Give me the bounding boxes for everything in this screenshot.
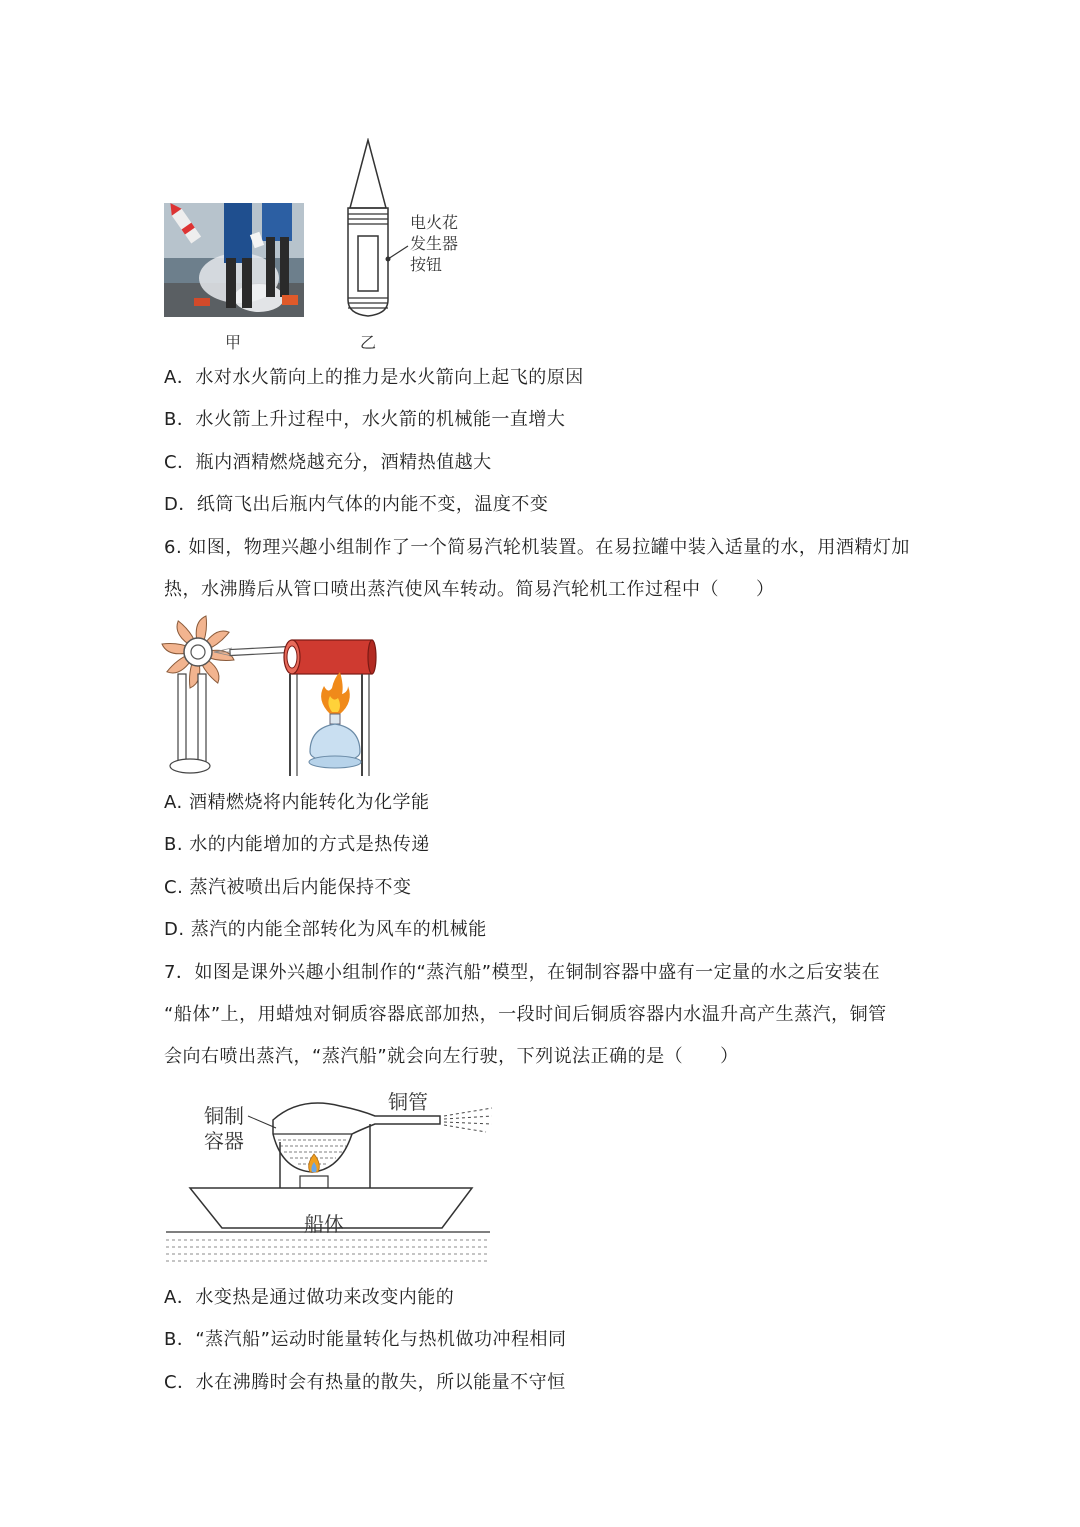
q7-stem-line-2: “船体”上，用蜡烛对铜质容器底部加热，一段时间后铜质容器内水温升高产生蒸汽，铜管 bbox=[164, 1004, 887, 1025]
caption-jia: 甲 bbox=[225, 333, 242, 352]
label-hull: 船体 bbox=[304, 1212, 344, 1236]
q7-option-c: C．水在沸腾时会有热量的散失，所以能量不守恒 bbox=[164, 1372, 566, 1393]
q6-option-c: C. 蒸汽被喷出后内能保持不变 bbox=[164, 877, 412, 898]
figure-steam-turbine bbox=[160, 612, 385, 778]
label-copper-container-line-2: 容器 bbox=[204, 1129, 244, 1153]
q6-option-b: B. 水的内能增加的方式是热传递 bbox=[164, 834, 430, 855]
label-line-3: 按钮 bbox=[410, 255, 443, 274]
caption-yi: 乙 bbox=[360, 333, 377, 352]
q6-stem-line-1: 6. 如图，物理兴趣小组制作了一个简易汽轮机装置。在易拉罐中装入适量的水，用酒精灯加 bbox=[164, 537, 910, 558]
label-copper-pipe: 铜管 bbox=[388, 1090, 428, 1114]
figure-water-rocket-photo bbox=[164, 203, 304, 317]
q7-option-b: B．“蒸汽船”运动时能量转化与热机做功冲程相同 bbox=[164, 1329, 567, 1350]
q7-option-a: A．水变热是通过做功来改变内能的 bbox=[164, 1287, 455, 1308]
q6-option-a: A. 酒精燃烧将内能转化为化学能 bbox=[164, 792, 430, 813]
q7-stem-line-1: 7．如图是课外兴趣小组制作的“蒸汽船”模型，在铜制容器中盛有一定量的水之后安装在 bbox=[164, 962, 881, 983]
q5-option-b: B．水火箭上升过程中，水火箭的机械能一直增大 bbox=[164, 409, 566, 430]
q5-option-a: A．水对水火箭向上的推力是水火箭向上起飞的原因 bbox=[164, 367, 584, 388]
label-copper-container bbox=[204, 1104, 244, 1154]
q6-option-d: D. 蒸汽的内能全部转化为风车的机械能 bbox=[164, 919, 487, 940]
q7-stem-line-3: 会向右喷出蒸汽，“蒸汽船”就会向左行驶，下列说法正确的是（ ） bbox=[164, 1046, 739, 1067]
label-copper-container-line-1: 铜制 bbox=[204, 1104, 244, 1128]
q5-option-d: D．纸筒飞出后瓶内气体的内能不变，温度不变 bbox=[164, 494, 549, 515]
q6-stem-line-2: 热，水沸腾后从管口喷出蒸汽使风车转动。简易汽轮机工作过程中（ ） bbox=[164, 579, 775, 600]
q5-option-c: C．瓶内酒精燃烧越充分，酒精热值越大 bbox=[164, 452, 492, 473]
button-label bbox=[410, 212, 458, 275]
label-line-1: 电火花 bbox=[410, 213, 459, 232]
label-line-2: 发生器 bbox=[410, 234, 459, 253]
